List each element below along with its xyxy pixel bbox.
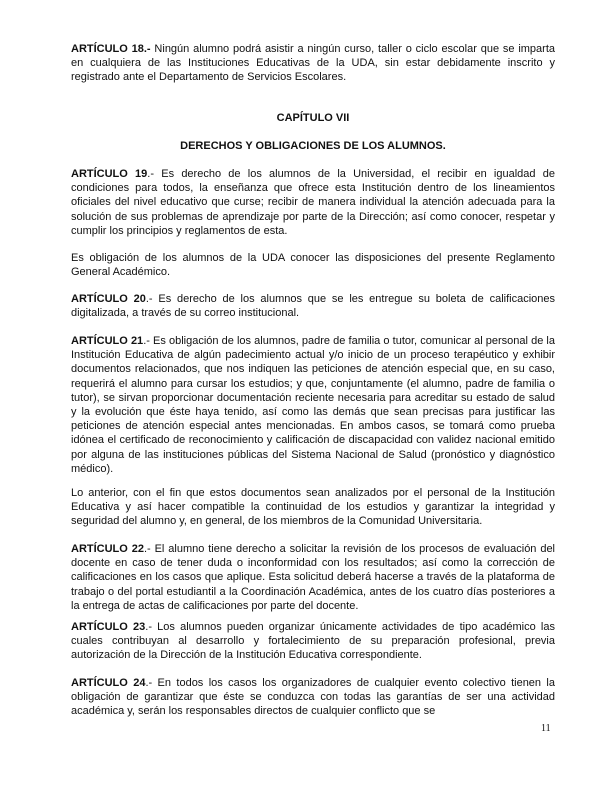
article-20 xyxy=(71,292,555,320)
article-21 xyxy=(71,334,555,476)
article-18 xyxy=(71,42,555,85)
article-label: ARTÍCULO 18.- xyxy=(71,43,151,55)
chapter-title: DERECHOS Y OBLIGACIONES DE LOS ALUMNOS. xyxy=(180,140,446,152)
article-text: .- Es derecho de los alumnos de la Universidad, el recibir en igualdad de condiciones para todos, la enseñanza que ofrece esta Institución dentro de los lineamientos oficiales del nivel educativo que curse; recibir de manera individual la atención adecuada para la solución de sus problemas de aprendizaje por parte de la Dirección; así como conocer, respetar y cumplir los principios y reglamentos de esta. xyxy=(71,168,555,237)
article-23 xyxy=(71,620,555,663)
article-19 xyxy=(71,167,555,238)
article-21-paragraph-2: Lo anterior, con el fin que estos documentos sean analizados por el personal de la Institución Educativa y así hacer compatible la continuidad de los estudios y garantizar la integridad y seguridad del alumno y, en general, de los miembros de la Comunidad Universitaria. xyxy=(71,487,555,528)
article-label: ARTÍCULO 19 xyxy=(71,168,148,180)
article-label: ARTÍCULO 20 xyxy=(71,293,146,305)
article-label: ARTÍCULO 21 xyxy=(71,335,144,347)
article-text: .- En todos los casos los organizadores de cualquier evento colectivo tienen la obligación de garantizar que éste se conduzca con todas las garantías de ser una actividad académica y, serán los responsables directos de cualquier conflicto que se xyxy=(71,677,555,718)
article-label: ARTÍCULO 24 xyxy=(71,677,146,689)
chapter-number: CAPÍTULO VII xyxy=(276,112,350,124)
article-label: ARTÍCULO 23 xyxy=(71,621,146,633)
article-24 xyxy=(71,676,555,719)
article-text: .- Es obligación de los alumnos, padre de familia o tutor, comunicar al personal de la Institución Educativa de algún padecimiento actual y/o inicio de un proceso terapéutico y exhibir documentos relacionados, que nos indiquen las peticiones de atención especial que, en su caso, requerirá el alumno para cursar los estudios; y que, conjuntamente (el alumno, padre de familia o tutor), se sirvan proporcionar documentación reciente necesaria para acreditar su estado de salud y la evolución que éste haya tenido, así como las demás que sean precisas para justificar las peticiones de atención especial antes mencionadas. En ambos casos, se tomará como prueba idónea el certificado de reconocimiento y calificación de discapacidad con validez nacional emitido por alguna de las instituciones públicas del Sistema Nacional de Salud (pronóstico y diagnóstico médico). xyxy=(71,335,555,475)
article-text: .- El alumno tiene derecho a solicitar la revisión de los procesos de evaluación del docente en caso de tener duda o inconformidad con los resultados; así como la corrección de calificaciones en los casos que aplique. Esta solicitud deberá hacerse a través de la plataforma de trabajo o del portal estudiantil a la Coordinación Académica, antes de los cuatro días posteriores a la entrega de actas de calificaciones por parte del docente. xyxy=(71,543,555,612)
article-22 xyxy=(71,542,555,613)
article-text: Ningún alumno podrá asistir a ningún curso, taller o ciclo escolar que se imparta en cualquiera de las Instituciones Educativas de la UDA, sin estar debidamente inscrito y registrado ante el Departamento de Servicios Escolares. xyxy=(71,43,556,84)
article-label: ARTÍCULO 22 xyxy=(71,543,144,555)
article-text: .- Es derecho de los alumnos que se les entregue su boleta de calificaciones digitalizada, a través de su correo institucional. xyxy=(71,293,555,320)
article-text: .- Los alumnos pueden organizar únicamente actividades de tipo académico las cuales contribuyan al desarrollo y fortalecimiento de su preparación profesional, previa autorización de la Dirección de la Institución Educativa correspondiente. xyxy=(71,621,555,662)
page-number: 11 xyxy=(541,723,551,734)
article-19-paragraph-2: Es obligación de los alumnos de la UDA conocer las disposiciones del presente Reglamento General Académico. xyxy=(71,252,555,279)
